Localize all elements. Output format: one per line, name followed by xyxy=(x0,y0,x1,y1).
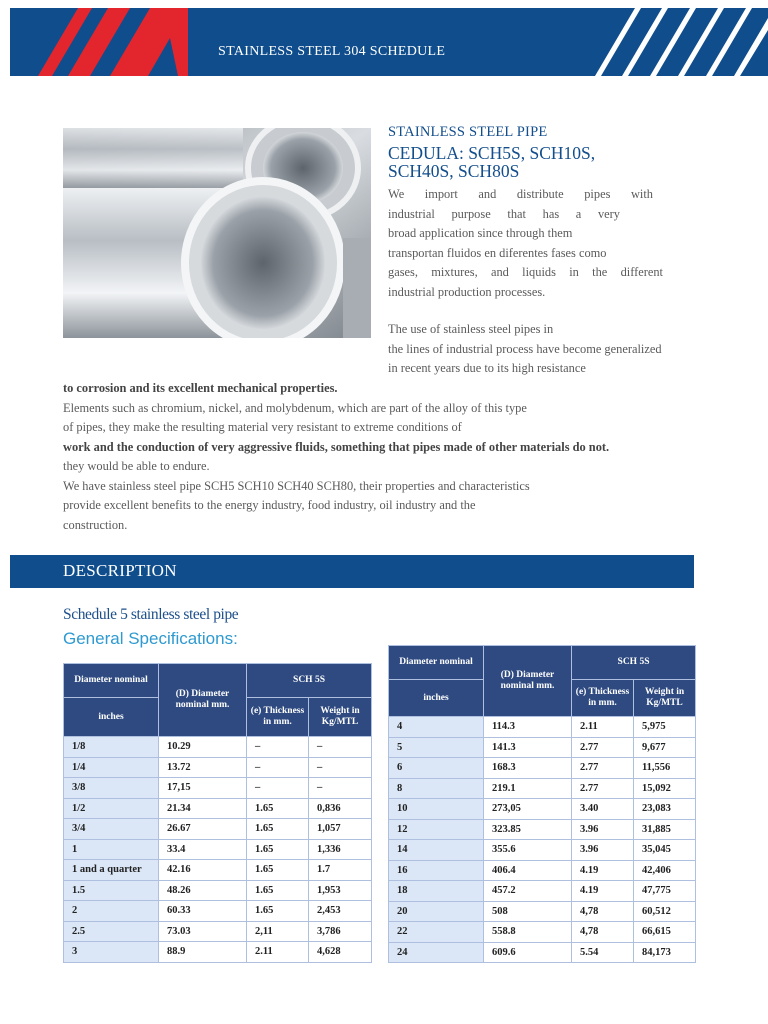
cell-inches: 1.5 xyxy=(64,880,159,901)
table-row xyxy=(64,757,372,778)
cell-diameter-mm: 42.16 xyxy=(159,860,247,881)
table-row xyxy=(389,799,696,820)
cedula-line: CEDULA: SCH5S, SCH10S, xyxy=(388,143,596,163)
cell-inches: 1/2 xyxy=(64,798,159,819)
text-line: broad application since through them xyxy=(388,226,573,240)
cell-weight: 31,885 xyxy=(634,819,696,840)
table-row xyxy=(64,860,372,881)
cell-diameter-mm: 406.4 xyxy=(484,860,572,881)
cell-diameter-mm: 60.33 xyxy=(159,901,247,922)
cell-thickness: – xyxy=(247,757,309,778)
cell-thickness: 1.65 xyxy=(247,819,309,840)
table-row xyxy=(389,819,696,840)
cell-diameter-mm: 26.67 xyxy=(159,819,247,840)
cell-diameter-mm: 21.34 xyxy=(159,798,247,819)
cell-thickness: 2.77 xyxy=(572,778,634,799)
cell-weight: – xyxy=(309,778,372,799)
header-thickness: (e) Thickness in mm. xyxy=(572,680,634,717)
table-row xyxy=(389,901,696,922)
cell-diameter-mm: 13.72 xyxy=(159,757,247,778)
table-row xyxy=(389,860,696,881)
cell-inches: 22 xyxy=(389,922,484,943)
cell-weight: 42,406 xyxy=(634,860,696,881)
header-diameter-nominal: Diameter nominal xyxy=(389,646,484,680)
header-sch5s: SCH 5S xyxy=(247,664,372,698)
cell-weight: 2,453 xyxy=(309,901,372,922)
cell-weight: 35,045 xyxy=(634,840,696,861)
intro-full-paragraph xyxy=(63,379,703,535)
cell-diameter-mm: 33.4 xyxy=(159,839,247,860)
header-sch5s: SCH 5S xyxy=(572,646,696,680)
text-line: We import and distribute pipes with xyxy=(388,187,653,201)
cell-thickness: 1.65 xyxy=(247,839,309,860)
cell-weight: 66,615 xyxy=(634,922,696,943)
cell-thickness: 1.65 xyxy=(247,880,309,901)
cell-diameter-mm: 73.03 xyxy=(159,921,247,942)
cell-thickness: – xyxy=(247,737,309,758)
text-line: Elements such as chromium, nickel, and molybdenum, which are part of the alloy of this type xyxy=(63,400,527,415)
cell-inches: 3 xyxy=(64,942,159,963)
text-line: construction. xyxy=(63,517,128,532)
cell-weight: 84,173 xyxy=(634,942,696,963)
table-row xyxy=(389,758,696,779)
cell-inches: 10 xyxy=(389,799,484,820)
table-row xyxy=(64,839,372,860)
cell-diameter-mm: 273,05 xyxy=(484,799,572,820)
cell-thickness: 3.40 xyxy=(572,799,634,820)
cell-weight: 47,775 xyxy=(634,881,696,902)
table-row xyxy=(389,737,696,758)
cell-diameter-mm: 457.2 xyxy=(484,881,572,902)
text-line: gases, mixtures, and liquids in the different xyxy=(388,265,663,279)
header-diameter-nominal: Diameter nominal xyxy=(64,664,159,698)
cedula-line: SCH40S, SCH80S xyxy=(388,161,520,181)
cell-thickness: 2,11 xyxy=(247,921,309,942)
cell-thickness: 4,78 xyxy=(572,922,634,943)
cell-inches: 3/4 xyxy=(64,819,159,840)
text-line: the lines of industrial process have become generalized xyxy=(388,341,662,356)
cell-weight: 1,057 xyxy=(309,819,372,840)
general-specs-heading: General Specifications: xyxy=(63,629,238,648)
cell-inches: 1/8 xyxy=(64,737,159,758)
header-inches: inches xyxy=(389,680,484,717)
text-line: to corrosion and its excellent mechanical properties. xyxy=(63,381,338,395)
text-line: in recent years due to its high resistance xyxy=(388,361,586,375)
cell-weight: – xyxy=(309,737,372,758)
cell-thickness: 1.65 xyxy=(247,901,309,922)
cell-inches: 4 xyxy=(389,717,484,738)
header-title: STAINLESS STEEL 304 SCHEDULE xyxy=(218,44,446,59)
cell-weight: 1,336 xyxy=(309,839,372,860)
cell-inches: 18 xyxy=(389,881,484,902)
table-row xyxy=(64,778,372,799)
cell-thickness: 4,78 xyxy=(572,901,634,922)
cell-weight: 23,083 xyxy=(634,799,696,820)
cell-diameter-mm: 323.85 xyxy=(484,819,572,840)
cell-diameter-mm: 219.1 xyxy=(484,778,572,799)
cell-diameter-mm: 558.8 xyxy=(484,922,572,943)
cell-inches: 20 xyxy=(389,901,484,922)
header-d-diameter: (D) Diameter nominal mm. xyxy=(484,646,572,717)
cell-thickness: 1.65 xyxy=(247,860,309,881)
cell-inches: 1 and a quarter xyxy=(64,860,159,881)
cell-thickness: 3.96 xyxy=(572,840,634,861)
schedule-title: Schedule 5 stainless steel pipe xyxy=(63,606,239,623)
cell-thickness: 3.96 xyxy=(572,819,634,840)
header-banner xyxy=(10,8,768,76)
cell-weight: 1.7 xyxy=(309,860,372,881)
cell-thickness: – xyxy=(247,778,309,799)
header-thickness: (e) Thickness in mm. xyxy=(247,698,309,737)
cell-diameter-mm: 10.29 xyxy=(159,737,247,758)
description-bar xyxy=(10,555,694,588)
table-row xyxy=(64,942,372,963)
cell-weight: 11,556 xyxy=(634,758,696,779)
header-weight: Weight in Kg/MTL xyxy=(634,680,696,717)
cell-inches: 2 xyxy=(64,901,159,922)
cell-diameter-mm: 48.26 xyxy=(159,880,247,901)
table-row xyxy=(389,840,696,861)
text-line: industrial production processes. xyxy=(388,284,546,299)
cell-inches: 16 xyxy=(389,860,484,881)
cell-diameter-mm: 168.3 xyxy=(484,758,572,779)
table-row xyxy=(389,922,696,943)
cell-thickness: 2.11 xyxy=(247,942,309,963)
intro-right-paragraph xyxy=(388,185,663,302)
table-row xyxy=(64,819,372,840)
table-row xyxy=(64,798,372,819)
cell-inches: 8 xyxy=(389,778,484,799)
spec-table-left xyxy=(63,663,372,963)
text-line: of pipes, they make the resulting material very resistant to extreme conditions of xyxy=(63,420,462,434)
cell-thickness: 2.77 xyxy=(572,737,634,758)
text-line: provide excellent benefits to the energy industry, food industry, oil industry and the xyxy=(63,498,476,512)
table-row xyxy=(389,881,696,902)
text-line: transportan fluidos en diferentes fases como xyxy=(388,245,607,260)
cell-weight: 1,953 xyxy=(309,880,372,901)
table-row xyxy=(64,737,372,758)
cell-weight: 0,836 xyxy=(309,798,372,819)
header-inches: inches xyxy=(64,698,159,737)
cell-thickness: 5.54 xyxy=(572,942,634,963)
cell-inches: 5 xyxy=(389,737,484,758)
cell-weight: 60,512 xyxy=(634,901,696,922)
table-row xyxy=(389,942,696,963)
cell-inches: 1/4 xyxy=(64,757,159,778)
cell-thickness: 1.65 xyxy=(247,798,309,819)
text-line: industrial purpose that has a very xyxy=(388,206,620,221)
table-row xyxy=(64,921,372,942)
intro-subtitle: STAINLESS STEEL PIPE xyxy=(388,124,548,140)
text-line: work and the conduction of very aggressive fluids, something that pipes made of other materials do not. xyxy=(63,439,610,454)
table-row xyxy=(64,880,372,901)
text-line: they would be able to endure. xyxy=(63,459,210,473)
cell-diameter-mm: 355.6 xyxy=(484,840,572,861)
header-weight: Weight in Kg/MTL xyxy=(309,698,372,737)
cell-diameter-mm: 508 xyxy=(484,901,572,922)
text-line: We have stainless steel pipe SCH5 SCH10 SCH40 SCH80, their properties and characteristics xyxy=(63,478,530,493)
cell-diameter-mm: 114.3 xyxy=(484,717,572,738)
steel-pipes-image xyxy=(63,128,371,338)
cell-weight: 4,628 xyxy=(309,942,372,963)
cedula-heading xyxy=(388,144,688,180)
cell-thickness: 4.19 xyxy=(572,860,634,881)
cell-diameter-mm: 609.6 xyxy=(484,942,572,963)
text-line: The use of stainless steel pipes in xyxy=(388,322,554,336)
cell-weight: 15,092 xyxy=(634,778,696,799)
table-row xyxy=(389,717,696,738)
spec-table-right xyxy=(388,645,696,963)
cell-inches: 2.5 xyxy=(64,921,159,942)
cell-weight: 5,975 xyxy=(634,717,696,738)
cell-inches: 3/8 xyxy=(64,778,159,799)
cell-thickness: 2.11 xyxy=(572,717,634,738)
cell-inches: 24 xyxy=(389,942,484,963)
table-row xyxy=(64,901,372,922)
cell-weight: 3,786 xyxy=(309,921,372,942)
brand-logo-stripes xyxy=(10,8,768,76)
header-d-diameter: (D) Diameter nominal mm. xyxy=(159,664,247,737)
cell-inches: 6 xyxy=(389,758,484,779)
intro-use-paragraph xyxy=(388,320,728,379)
cell-inches: 14 xyxy=(389,840,484,861)
cell-diameter-mm: 17,15 xyxy=(159,778,247,799)
cell-thickness: 2.77 xyxy=(572,758,634,779)
cell-inches: 12 xyxy=(389,819,484,840)
description-label: DESCRIPTION xyxy=(63,561,177,580)
cell-diameter-mm: 141.3 xyxy=(484,737,572,758)
cell-weight: – xyxy=(309,757,372,778)
cell-inches: 1 xyxy=(64,839,159,860)
cell-thickness: 4.19 xyxy=(572,881,634,902)
table-row xyxy=(389,778,696,799)
cell-diameter-mm: 88.9 xyxy=(159,942,247,963)
cell-weight: 9,677 xyxy=(634,737,696,758)
